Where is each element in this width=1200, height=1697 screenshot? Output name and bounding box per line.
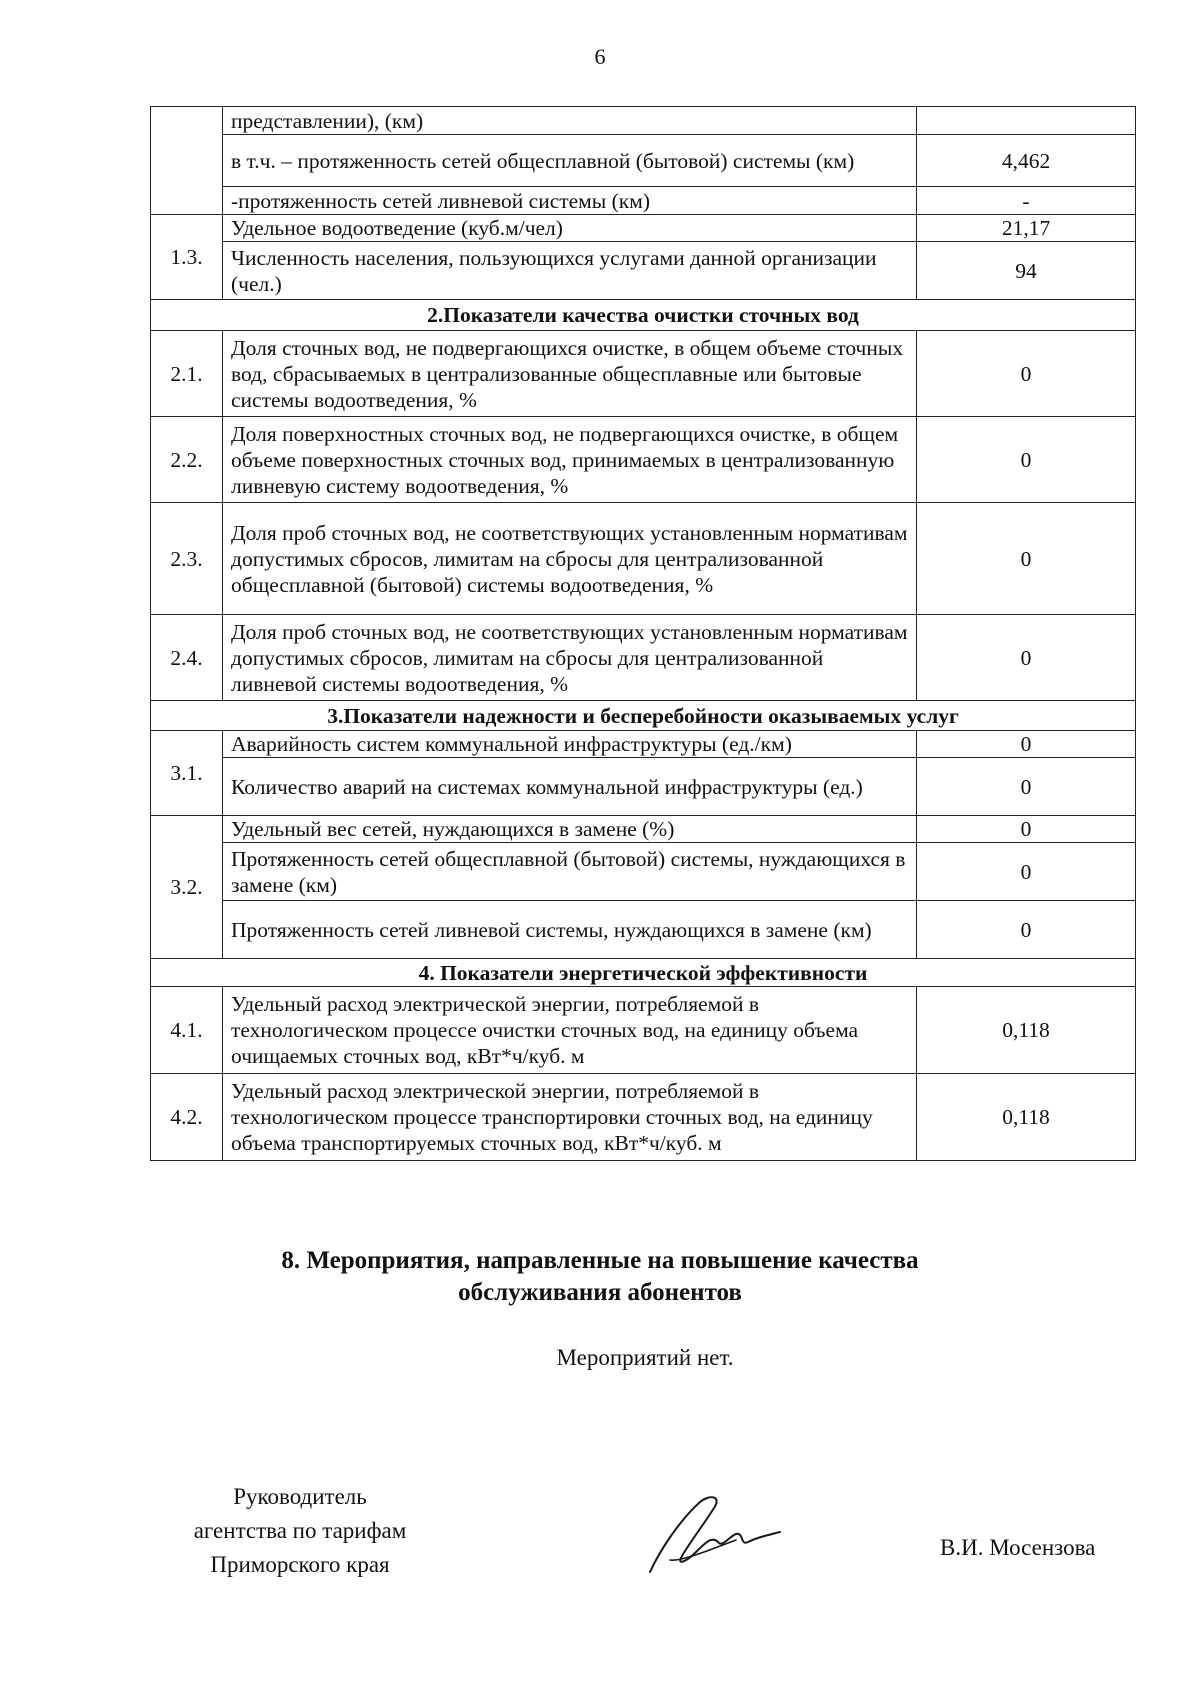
row-value: 0: [917, 843, 1136, 901]
section-3-title: 3.Показатели надежности и бесперебойности оказываемых услуг: [151, 701, 1136, 731]
row-label: Количество аварий на системах коммунальной инфраструктуры (ед.): [223, 758, 917, 816]
table-row: [151, 731, 1136, 758]
row-number: 2.1.: [151, 331, 223, 417]
signer-position-line3: Приморского края: [210, 1552, 390, 1577]
table-row: [151, 758, 1136, 816]
row-label: Удельное водоотведение (куб.м/чел): [223, 215, 917, 242]
row-label: Численность населения, пользующихся услугами данной организации (чел.): [223, 242, 917, 300]
table-row: [151, 503, 1136, 615]
signature-icon: [640, 1490, 790, 1580]
table-row: [151, 816, 1136, 843]
row-number: [151, 107, 223, 215]
table-row: [151, 843, 1136, 901]
row-number: 2.4.: [151, 615, 223, 701]
section-4-title: 4. Показатели энергетической эффективности: [151, 959, 1136, 987]
row-label: в т.ч. – протяженность сетей общесплавной (бытовой) системы (км): [223, 135, 917, 187]
row-label: Доля сточных вод, не подвергающихся очистке, в общем объеме сточных вод, сбрасываемых в централизованные общесплавные или бытовые системы водоотведения, %: [223, 331, 917, 417]
row-value: 0,118: [917, 1074, 1136, 1161]
row-label: Удельный расход электрической энергии, потребляемой в технологическом процессе транспортировки сточных вод, на единицу объема транспортируемых сточных вод, кВт*ч/куб. м: [223, 1074, 917, 1161]
row-number: 4.2.: [151, 1074, 223, 1161]
table-row: [151, 215, 1136, 242]
row-value: -: [917, 187, 1136, 215]
section-row: [151, 701, 1136, 731]
row-label: представлении), (км): [223, 107, 917, 135]
table-row: [151, 901, 1136, 959]
table-row: [151, 135, 1136, 187]
row-value: 94: [917, 242, 1136, 300]
row-value: 0: [917, 758, 1136, 816]
row-value: 0: [917, 731, 1136, 758]
row-value: 0: [917, 816, 1136, 843]
table-row: [151, 187, 1136, 215]
row-value: 0: [917, 615, 1136, 701]
section-row: [151, 959, 1136, 987]
signer-position-line1: Руководитель: [233, 1484, 367, 1509]
row-label: -протяженность сетей ливневой системы (км): [223, 187, 917, 215]
row-value: 0,118: [917, 987, 1136, 1074]
section-8-text: Мероприятий нет.: [556, 1345, 734, 1370]
section-row: [151, 300, 1136, 331]
section-2-title: 2.Показатели качества очистки сточных вод: [151, 300, 1136, 331]
row-value: 21,17: [917, 215, 1136, 242]
row-value: 4,462: [917, 135, 1136, 187]
row-value: 0: [917, 503, 1136, 615]
row-label: Доля поверхностных сточных вод, не подвергающихся очистке, в общем объеме поверхностных сточных вод, принимаемых в централизованную ливневую систему водоотведения, %: [223, 417, 917, 503]
row-label: Доля проб сточных вод, не соответствующих установленным нормативам допустимых сбросов, лимитам на сбросы для централизованной общесплавной (бытовой) системы водоотведения, %: [223, 503, 917, 615]
row-label: Доля проб сточных вод, не соответствующих установленным нормативам допустимых сбросов, лимитам на сбросы для централизованной ливневой системы водоотведения, %: [223, 615, 917, 701]
row-value: [917, 107, 1136, 135]
row-number: 2.3.: [151, 503, 223, 615]
row-label: Протяженность сетей ливневой системы, нуждающихся в замене (км): [223, 901, 917, 959]
row-label: Аварийность систем коммунальной инфраструктуры (ед./км): [223, 731, 917, 758]
row-label: Удельный вес сетей, нуждающихся в замене (%): [223, 816, 917, 843]
row-value: 0: [917, 417, 1136, 503]
signer-position: [140, 1480, 460, 1582]
row-label: Удельный расход электрической энергии, потребляемой в технологическом процессе очистки сточных вод, на единицу объема очищаемых сточных вод, кВт*ч/куб. м: [223, 987, 917, 1074]
table-row: [151, 417, 1136, 503]
row-number: 3.1.: [151, 731, 223, 816]
table-row: [151, 1074, 1136, 1161]
section-8-title-line1: 8. Мероприятия, направленные на повышение качества: [281, 1247, 919, 1274]
table-row: [151, 331, 1136, 417]
row-label: Протяженность сетей общесплавной (бытовой) системы, нуждающихся в замене (км): [223, 843, 917, 901]
table-row: [151, 987, 1136, 1074]
table-row: [151, 107, 1136, 135]
table-row: [151, 242, 1136, 300]
signer-position-line2: агентства по тарифам: [193, 1518, 407, 1543]
row-number: 3.2.: [151, 816, 223, 959]
row-value: 0: [917, 901, 1136, 959]
section-8-title-line2: обслуживания абонентов: [458, 1279, 742, 1306]
indicators-table: [150, 106, 1136, 1161]
row-value: 0: [917, 331, 1136, 417]
table-row: [151, 615, 1136, 701]
row-number: 4.1.: [151, 987, 223, 1074]
row-number: 1.3.: [151, 215, 223, 300]
page-number: 6: [594, 44, 606, 69]
section-8-heading: [0, 1245, 1200, 1309]
row-number: 2.2.: [151, 417, 223, 503]
signer-name: В.И. Мосензова: [940, 1535, 1096, 1560]
